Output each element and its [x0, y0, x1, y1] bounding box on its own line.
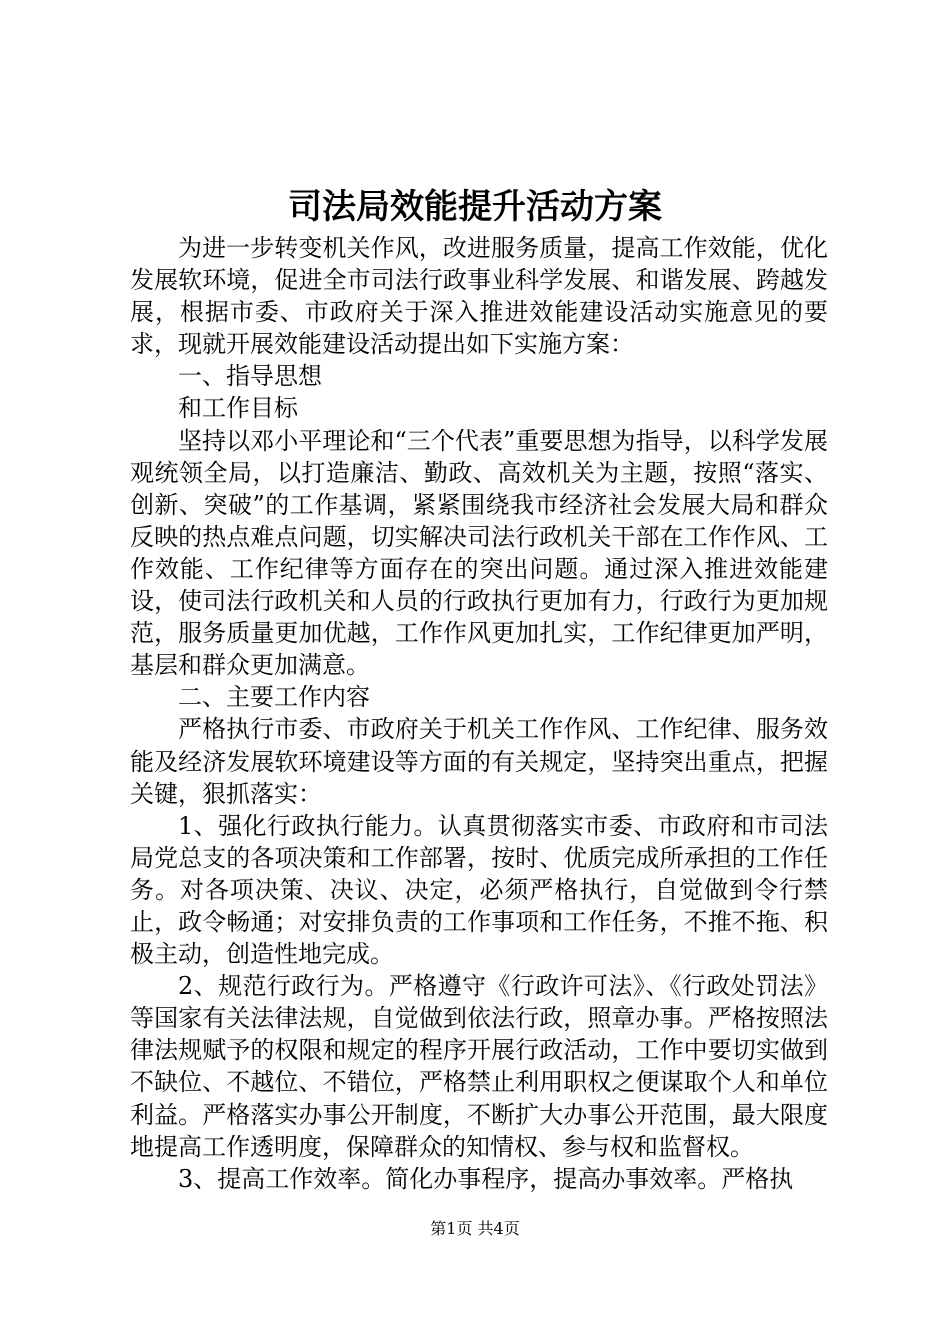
section-heading-2: 二、主要工作内容 — [178, 683, 370, 712]
paragraph-main-work: 严格执行市委、市政府关于机关工作作风、工作纪律、服务效能及经济发展软环境建设等方面的有关规定，坚持突出重点，把握关键，狠抓落实： — [130, 715, 828, 808]
paragraph-item-2: 2、规范行政行为。严格遵守《行政许可法》、《行政处罚法》等国家有关法律法规，自觉做到依法行政，照章办事。严格按照法律法规赋予的权限和规定的程序开展行政活动，工作中要切实做到不缺位、不越位、不错位，严格禁止利用职权之便谋取个人和单位利益。严格落实办事公开制度，不断扩大办事公开范围，最大限度地提高工作透明度，保障群众的知情权、参与权和监督权。 — [130, 972, 828, 1161]
paragraph-item-3: 3、提高工作效率。简化办事程序，提高办事效率。严格执 — [178, 1164, 794, 1193]
section-heading-1-continued: 和工作目标 — [178, 394, 298, 423]
document-body — [130, 232, 828, 1195]
paragraph-intro: 为进一步转变机关作风，改进服务质量，提高工作效能，优化发展软环境，促进全市司法行政事业科学发展、和谐发展、跨越发展，根据市委、市政府关于深入推进效能建设活动实施意见的要求，现就开展效能建设活动提出如下实施方案： — [130, 234, 828, 359]
paragraph-guiding-thought: 坚持以邓小平理论和“三个代表”重要思想为指导，以科学发展观统领全局，以打造廉洁、勤政、高效机关为主题，按照“落实、创新、突破”的工作基调，紧紧围绕我市经济社会发展大局和群众反映的热点难点问题，切实解决司法行政机关干部在工作作风、工作效能、工作纪律等方面存在的突出问题。通过深入推进效能建设，使司法行政机关和人员的行政执行更加有力，行政行为更加规范，服务质量更加优越，工作作风更加扎实，工作纪律更加严明，基层和群众更加满意。 — [130, 426, 828, 680]
section-heading-1: 一、指导思想 — [178, 362, 322, 391]
page-footer: 第1页 共4页 — [430, 1219, 520, 1238]
document-title: 司法局效能提升活动方案 — [288, 187, 662, 227]
paragraph-item-1: 1、强化行政执行能力。认真贯彻落实市委、市政府和市司法局党总支的各项决策和工作部署，按时、优质完成所承担的工作任务。对各项决策、决议、决定，必须严格执行，自觉做到令行禁止，政令畅通；对安排负责的工作事项和工作任务，不推不拖、积极主动，创造性地完成。 — [130, 811, 828, 969]
